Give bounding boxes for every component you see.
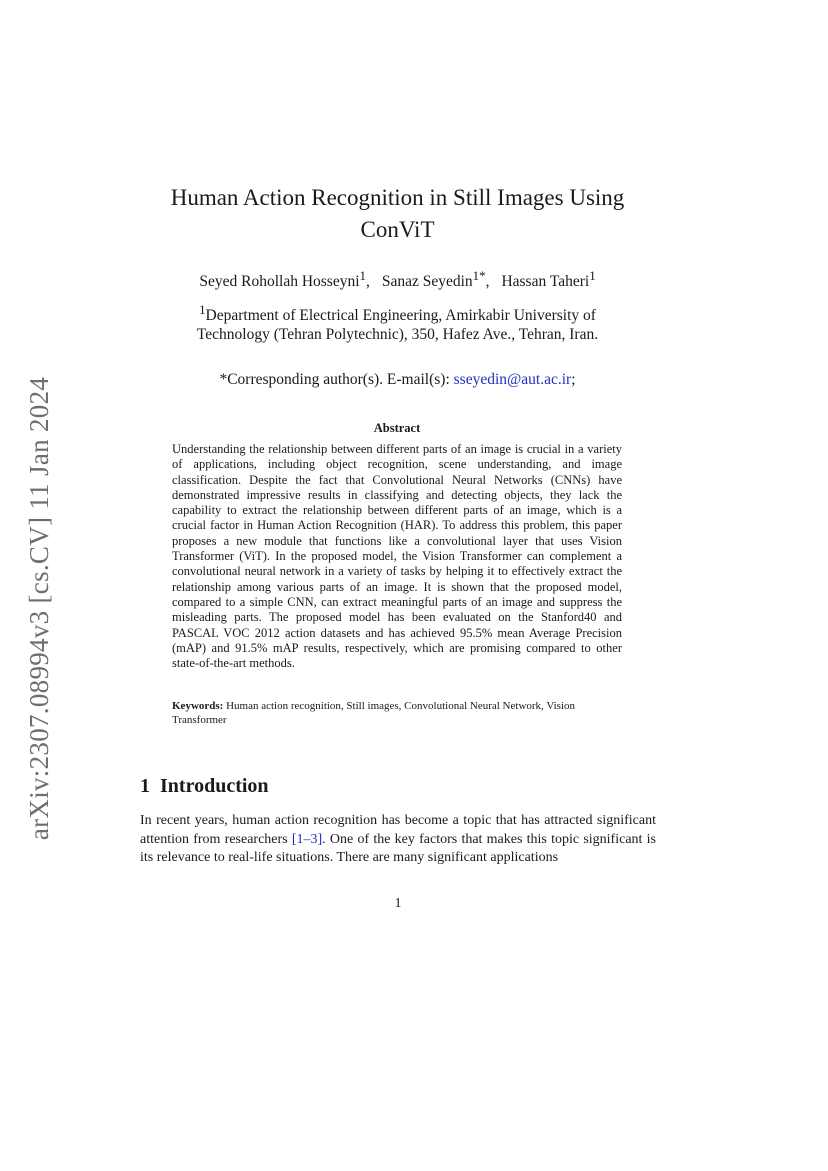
corresponding-author (140, 371, 655, 389)
affiliation-line-1: Department of Electrical Engineering, Amirkabir University of (205, 307, 596, 325)
abstract-heading: Abstract (373, 421, 421, 435)
keywords (172, 700, 622, 727)
section-number: 1 (140, 775, 150, 797)
paper-title (140, 182, 655, 246)
author-2: Sanaz Seyedin$^{1*}$ (381, 268, 486, 291)
keywords-label: Keywords: (172, 700, 224, 712)
author-separator: , (485, 273, 490, 291)
keywords-text: Human action recognition, Still images, Convolutional Neural Network, Vision Transformer (172, 700, 576, 726)
abstract-body: Understanding the relationship between different parts of an image is crucial in a variety of applications, including object recognition, scene understanding, and image classification. Despite the fact that Convolutional Neural Networks (CNNs) have demonstrated impressive results in classifying and detecting objects, they lack the capability to extract the relationship between different parts of an image, which is a crucial factor in Human Action Recognition (HAR). To address this problem, this paper proposes a new module that functions like a convolutional layer that uses Vision Transformer (ViT). In the proposed model, the Vision Transformer can complement a convolutional neural network in a variety of tasks by helping it to effectively extract the relationship among various parts of an image. It is shown that the proposed model, compared to a simple CNN, can extract meaningful parts of an image and suppress the misleading parts. The proposed model has been evaluated on the Stanford40 and PASCAL VOC 2012 action datasets and has achieved 95.5% mean Average Precision (mAP) and 91.5% mAP results, respectively, which are promising compared to other state-of-the-art methods. (172, 442, 622, 671)
affiliation (140, 300, 655, 344)
title-line-2: ConViT (360, 217, 435, 242)
affiliation-line-2: Technology (Tehran Polytechnic), 350, Hafez Ave., Tehran, Iran. (196, 326, 599, 344)
corresponding-label: *Corresponding author(s). E-mail(s): (219, 371, 450, 388)
arxiv-identifier-stamp (18, 368, 62, 848)
section-heading (140, 775, 269, 798)
affiliation-marker: 1 (199, 302, 206, 317)
intro-text-after-cite: . One of the key factors that makes this topic significant is its relevance to real-life situations. There are many significant applications (140, 831, 656, 865)
title-line-1: Human Action Recognition in Still Images Using (170, 185, 625, 210)
citation-link[interactable]: [1–3] (291, 831, 323, 847)
author-1: Seyed Rohollah Hosseyni$^1$ (199, 268, 366, 291)
arxiv-id-text: arXiv:2307.08994v3 [cs.CV] 11 Jan 2024 (24, 376, 55, 840)
author-3: Hassan Taheri$^1$ (501, 268, 596, 291)
page-number: 1 (394, 896, 402, 911)
author-separator: , (365, 273, 370, 291)
section-title: Introduction (160, 775, 269, 797)
author-list (140, 268, 655, 291)
intro-paragraph (140, 812, 656, 868)
corresponding-suffix: ; (571, 371, 576, 388)
intro-text-before-cite: In recent years, human action recognition has become a topic that has attracted significant attention from researchers (140, 813, 656, 847)
email-link[interactable]: sseyedin@aut.ac.ir (453, 371, 572, 388)
